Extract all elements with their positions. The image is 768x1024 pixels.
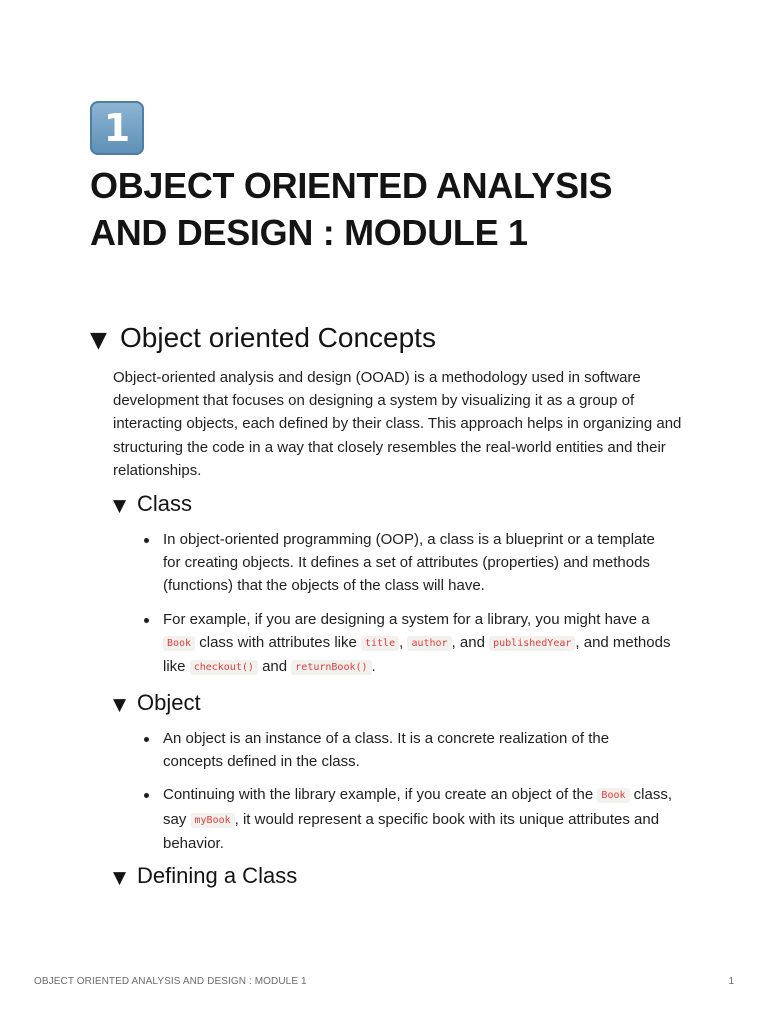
keycap-one-icon: 1 [90, 101, 144, 155]
toggle-heading-class[interactable] [113, 489, 192, 521]
bullet-dot-icon [144, 793, 149, 798]
intro-paragraph: Object-oriented analysis and design (OOAD) is a methodology used in software development that focuses on designing a system by visualizing it as a group of interacting objects, each defined by their class. This approach helps in organizing and structuring the code in a way that closely resembles the real-world entities and their relationships. [113, 369, 682, 479]
bullet-text: class, say [163, 786, 673, 828]
list-item [138, 608, 673, 680]
bullet-text: , and methods like [163, 633, 671, 676]
object-bullet-list [138, 727, 673, 855]
inline-code: checkout() [190, 660, 258, 675]
class-bullet-list [138, 528, 673, 679]
footer-document-title: OBJECT ORIENTED ANALYSIS AND DESIGN : MODULE 1 [34, 976, 307, 987]
inline-code: title [361, 636, 399, 651]
inline-code: myBook [191, 813, 235, 828]
bullet-text: and [257, 658, 292, 676]
triangle-down-icon[interactable]: ▼ [113, 868, 127, 888]
bullet-dot-icon [144, 538, 149, 543]
triangle-down-icon[interactable]: ▼ [113, 496, 127, 516]
footer-page-number: 1 [728, 976, 734, 987]
toggle-heading-object[interactable] [113, 688, 201, 720]
triangle-down-icon[interactable]: ▼ [113, 695, 127, 715]
heading-text: Class [137, 491, 193, 516]
bullet-dot-icon [144, 618, 149, 623]
toggle-heading-defining-a-class[interactable] [113, 861, 297, 893]
bullet-text: . [371, 658, 376, 676]
bullet-text: For example, if you are designing a system for a library, you might have a [163, 610, 650, 628]
triangle-down-icon[interactable]: ▼ [90, 328, 107, 353]
list-item [138, 727, 673, 773]
bullet-text: , [399, 633, 408, 651]
heading-text: Defining a Class [137, 863, 298, 888]
bullet-text: , and [451, 633, 490, 651]
bullet-text: An object is an instance of a class. It is a concrete realization of the concepts defined in the class. [163, 730, 610, 771]
toggle-heading-object-oriented-concepts[interactable] [90, 318, 436, 361]
bullet-text: Continuing with the library example, if you create an object of the [163, 786, 598, 804]
bullet-text: In object-oriented programming (OOP), a class is a blueprint or a template for creating objects. It defines a set of attributes (properties) and methods (functions) that the objects of the class will have. [163, 531, 655, 595]
inline-code: publishedYear [489, 636, 575, 651]
inline-code: author [407, 636, 451, 651]
inline-code: Book [597, 788, 629, 803]
heading-text: Object oriented Concepts [120, 322, 436, 353]
heading-text: Object [137, 690, 201, 715]
inline-code: returnBook() [291, 660, 371, 675]
page-title: OBJECT ORIENTED ANALYSIS AND DESIGN : MODULE 1 [90, 165, 613, 253]
bullet-text: , it would represent a specific book with its unique attributes and behavior. [163, 810, 660, 852]
bullet-dot-icon [144, 737, 149, 742]
list-item [138, 783, 673, 855]
list-item [138, 528, 673, 598]
inline-code: Book [163, 636, 195, 651]
bullet-text: class with attributes like [195, 633, 361, 651]
